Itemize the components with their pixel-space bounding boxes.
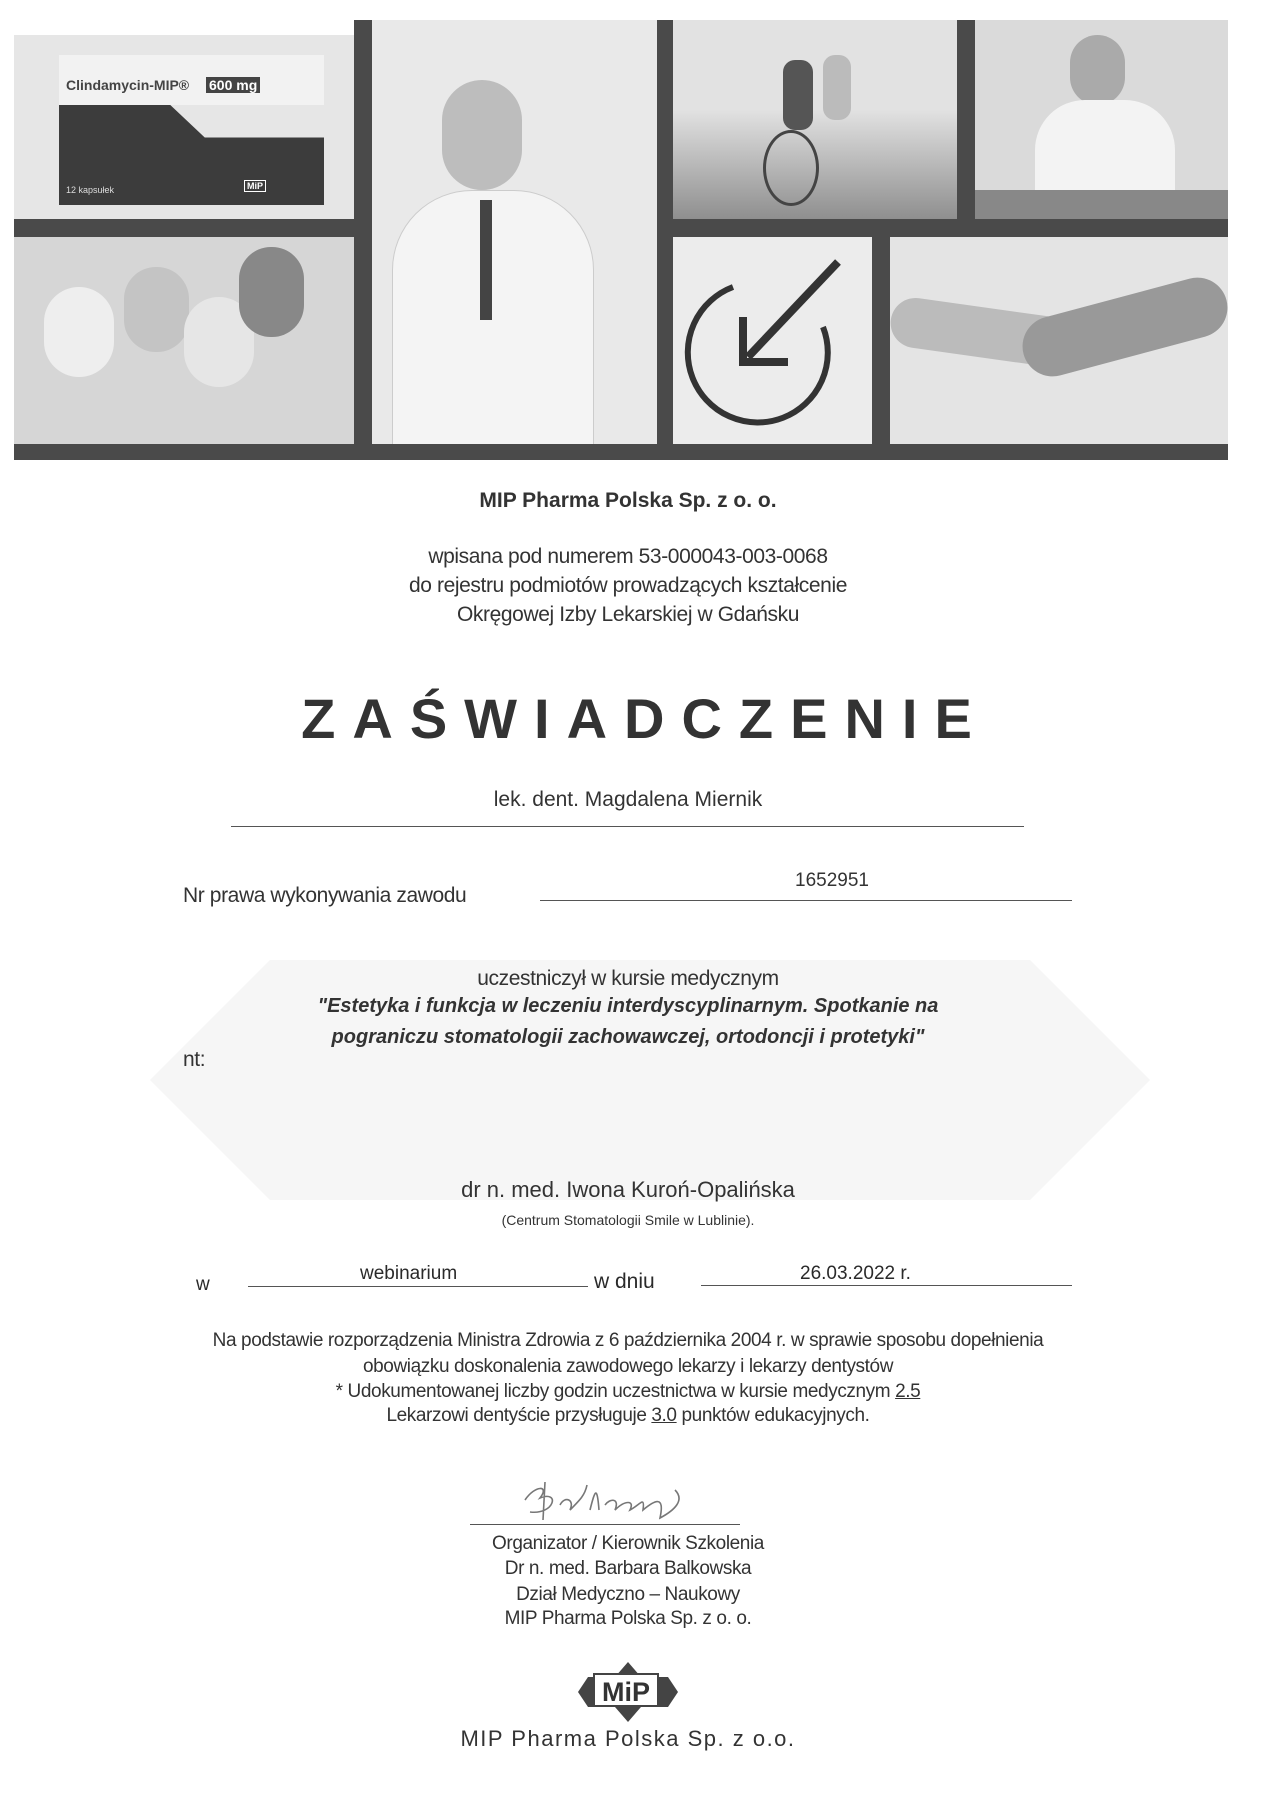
collage-divider bbox=[657, 20, 673, 444]
doctor-photo bbox=[372, 20, 657, 444]
hours-line bbox=[0, 1381, 1256, 1403]
date-underline bbox=[701, 1285, 1072, 1286]
signer-line: Organizator / Kierownik Szkolenia bbox=[492, 1533, 764, 1554]
mip-logo-text: MiP bbox=[593, 1673, 659, 1707]
registration-line: wpisana pod numerem 53-000043-003-0068 bbox=[428, 545, 828, 568]
cyclists-photo bbox=[673, 20, 957, 219]
issuer-name: MIP Pharma Polska Sp. z o. o. bbox=[479, 489, 777, 512]
collage-divider bbox=[354, 20, 372, 444]
hours-prefix: * Udokumentowanej liczby godzin uczestnictwa w kursie medycznym bbox=[335, 1381, 896, 1402]
registration-line: Okręgowej Izby Lekarskiej w Gdańsku bbox=[457, 603, 799, 626]
legal-line: Na podstawie rozporządzenia Ministra Zdrowia z 6 października 2004 r. w sprawie sposobu dopełnienia bbox=[212, 1330, 1044, 1351]
collage-divider bbox=[872, 237, 890, 444]
points-prefix: Lekarzowi dentyście przysługuje bbox=[386, 1405, 652, 1426]
product-box-label: Clindamycin-MIP® bbox=[66, 77, 190, 93]
place-label: w bbox=[196, 1274, 210, 1295]
topic-label: nt: bbox=[183, 1048, 206, 1071]
product-box-dose: 600 mg bbox=[206, 77, 260, 93]
course-intro: uczestniczył w kursie medycznym bbox=[477, 967, 779, 990]
hours-value: 2.5 bbox=[895, 1381, 921, 1402]
handshake-photo bbox=[890, 237, 1228, 444]
mip-logo bbox=[573, 1662, 683, 1722]
points-value: 3.0 bbox=[651, 1405, 677, 1426]
product-box-logo: MiP bbox=[244, 180, 266, 192]
family-photo bbox=[14, 237, 354, 444]
lecturer-affiliation: (Centrum Stomatologii Smile w Lublinie). bbox=[501, 1212, 755, 1228]
collage-divider bbox=[957, 20, 975, 219]
handwritten-signature bbox=[515, 1470, 715, 1525]
signer-line: Dział Medyczno – Naukowy bbox=[516, 1584, 740, 1605]
lecturer-name: dr n. med. Iwona Kuroń-Opalińska bbox=[461, 1177, 795, 1202]
points-line bbox=[0, 1405, 1256, 1427]
registration-line: do rejestru podmiotów prowadzących kształcenie bbox=[409, 574, 847, 597]
license-number: 1652951 bbox=[795, 870, 869, 891]
course-title-line: pograniczu stomatologii zachowawczej, ortodoncji i protetyki" bbox=[331, 1026, 925, 1048]
participant-name: lek. dent. Magdalena Miernik bbox=[493, 788, 763, 811]
points-suffix: punktów edukacyjnych. bbox=[676, 1405, 870, 1426]
collage-bottom-band bbox=[14, 444, 1228, 460]
product-box-count: 12 kapsułek bbox=[66, 185, 115, 195]
product-box-photo bbox=[14, 35, 354, 219]
place-value: webinarium bbox=[360, 1263, 458, 1284]
course-title-line: "Estetyka i funkcja w leczeniu interdyscyplinarnym. Spotkanie na bbox=[317, 995, 939, 1017]
license-label: Nr prawa wykonywania zawodu bbox=[183, 884, 467, 907]
signer-line: Dr n. med. Barbara Balkowska bbox=[504, 1558, 752, 1579]
legal-line: obowiązku doskonalenia zawodowego lekarzy i lekarzy dentystów bbox=[362, 1356, 894, 1377]
laboratory-photo bbox=[975, 20, 1228, 219]
participant-name-underline bbox=[231, 826, 1024, 827]
place-underline bbox=[248, 1286, 588, 1287]
license-underline bbox=[540, 900, 1072, 901]
date-label: w dniu bbox=[594, 1270, 655, 1293]
document-title: ZAŚWIADCZENIE bbox=[301, 687, 989, 750]
arrow-circle-icon bbox=[673, 237, 872, 444]
signer-line: MIP Pharma Polska Sp. z o. o. bbox=[504, 1608, 752, 1629]
signature-line bbox=[470, 1524, 740, 1525]
photo-collage bbox=[14, 20, 1228, 460]
arrow-circle-photo bbox=[673, 237, 872, 444]
date-value: 26.03.2022 r. bbox=[800, 1263, 911, 1284]
footer-company: MIP Pharma Polska Sp. z o.o. bbox=[460, 1726, 796, 1751]
